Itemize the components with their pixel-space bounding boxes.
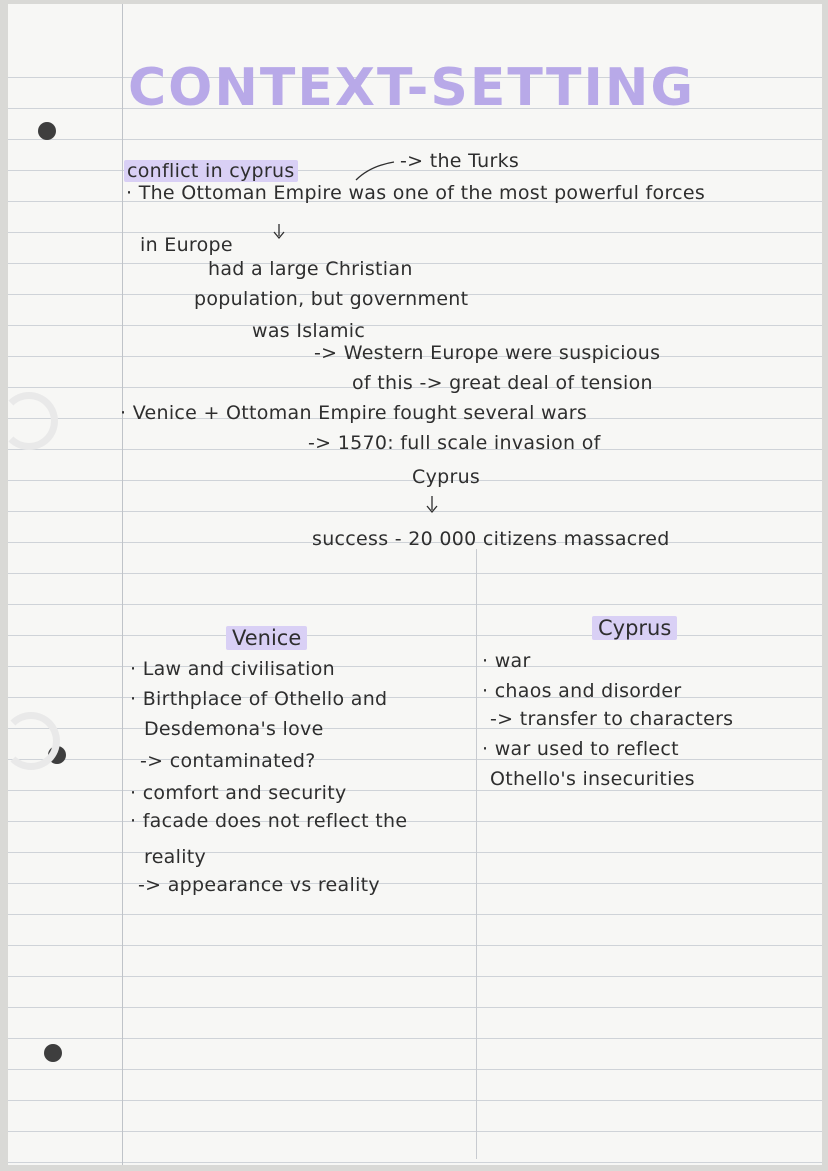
venice-item-text: facade does not reflect the <box>142 810 408 832</box>
bullet-item: · The Ottoman Empire was one of the most powerful forces <box>126 182 706 204</box>
venice-item-text: comfort and security <box>142 782 347 804</box>
venice-item: · Birthplace of Othello and <box>130 688 388 710</box>
cyprus-item-text: chaos and disorder <box>494 680 682 702</box>
cyprus-item-text: war <box>494 650 531 672</box>
note-line-2: in Europe <box>140 234 233 256</box>
note-line-5: was Islamic <box>252 320 366 342</box>
cyprus-item: · war used to reflect <box>482 738 679 760</box>
venice-item: -> contaminated? <box>140 750 316 772</box>
cyprus-item: · war <box>482 650 531 672</box>
turks-note: -> the Turks <box>400 150 520 172</box>
page-title: CONTEXT-SETTING <box>128 58 696 118</box>
note-line-8: Venice + Ottoman Empire fought several wars <box>132 402 588 424</box>
notebook-page <box>8 4 822 1165</box>
cyprus-item: Othello's insecurities <box>490 768 695 790</box>
cyprus-heading: Cyprus <box>592 616 677 640</box>
venice-item: · Law and civilisation <box>130 658 336 680</box>
cyprus-item: · chaos and disorder <box>482 680 682 702</box>
venice-item: reality <box>144 846 207 868</box>
cyprus-list <box>8 4 822 1165</box>
cyprus-item-text: war used to reflect <box>494 738 679 760</box>
note-line-3: had a large Christian <box>208 258 413 280</box>
note-line-1: The Ottoman Empire was one of the most powerful forces <box>138 182 706 204</box>
cyprus-item: -> transfer to characters <box>490 708 734 730</box>
venice-item-text: Birthplace of Othello and <box>142 688 388 710</box>
note-line-7: of this -> great deal of tension <box>352 372 653 394</box>
bullet-item: · Venice + Ottoman Empire fought several wars <box>120 402 588 424</box>
note-line-9: -> 1570: full scale invasion of <box>308 432 601 454</box>
note-line-4: population, but government <box>194 288 469 310</box>
venice-heading: Venice <box>226 626 307 650</box>
venice-item: · comfort and security <box>130 782 347 804</box>
note-line-6: -> Western Europe were suspicious <box>314 342 661 364</box>
note-line-10: Cyprus <box>412 466 481 488</box>
conflict-heading: conflict in cyprus <box>124 160 298 182</box>
venice-item: -> appearance vs reality <box>138 874 380 896</box>
venice-item: · facade does not reflect the <box>130 810 408 832</box>
venice-item-text: Law and civilisation <box>142 658 336 680</box>
note-line-11: success - 20 000 citizens massacred <box>312 528 670 550</box>
venice-item: Desdemona's love <box>144 718 324 740</box>
